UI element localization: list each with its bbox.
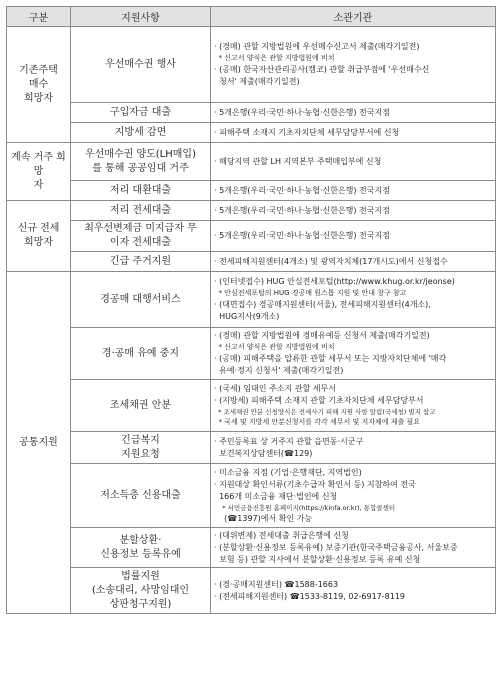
organization-line: * 서민금융진흥원 홈페이지(https://kinfa.or.kr), 통합콜센터	[214, 503, 396, 512]
organization-line: · (경·공매지원센터) ☎1588-1663	[214, 579, 339, 589]
organization-line: · (공매) 피해주택을 압류한 관할 세무서 또는 지방자치단체에 '매각	[214, 354, 447, 363]
support-item-cell: 긴급 주거지원	[71, 252, 211, 272]
category-cell: 신규 전세 희망자	[7, 201, 71, 272]
category-cell: 공통지원	[7, 272, 71, 614]
organization-line: 유예·정지 신청서' 제출(매각기일전)	[214, 366, 344, 375]
organization-line: 청서' 제출(매각기일전)	[214, 77, 300, 86]
organization-cell	[211, 181, 496, 201]
organization-cell	[211, 328, 496, 380]
support-item-cell: 구입자금 대출	[71, 103, 211, 123]
organization-line: HUG지사(9개소)	[214, 312, 280, 321]
support-item-cell: 최우선변제금 미지급자 무 이자 전세대출	[71, 221, 211, 252]
organization-cell	[211, 272, 496, 328]
organization-line: · (경매) 관할 지방법원에 경매유예등 신청서 제출(매각기일전)	[214, 331, 430, 340]
organization-cell	[211, 103, 496, 123]
organization-line: · (경매) 관할 지방법원에 우선매수신고서 제출(매각기일전)	[214, 42, 420, 51]
support-item-cell: 법률지원 (소송대리, 사망임대인 상판청구지원)	[71, 568, 211, 614]
support-item-cell: 우선매수권 행사	[71, 27, 211, 103]
organization-line: · 해당지역 관할 LH 지역본부 주택매입부에 신청	[214, 156, 382, 166]
table-row	[7, 432, 496, 464]
organization-line: (☎1397)에서 확인 가능	[214, 513, 313, 523]
support-item-cell: 저리 전세대출	[71, 201, 211, 221]
organization-line: · (인터넷접수) HUG 안심전세포털(http://www.khug.or.kr/jeonse)	[214, 277, 455, 286]
organization-line: · 피해주택 소재지 기초자치단체 세무담당부서에 신청	[214, 127, 400, 137]
organization-line: 보건복지상담센터(☎129)	[214, 448, 313, 458]
organization-line: · 미소금융 지점 (기업·은행재단, 지역법인)	[214, 467, 362, 477]
header-category: 구분	[7, 7, 71, 27]
organization-line: · (국세) 임대인 주소지 관할 세무서	[214, 384, 336, 393]
table-row	[7, 328, 496, 380]
organization-line: · 전세피해지원센터(4개소) 및 광역자치체(17개시도)에서 신청접수	[214, 256, 448, 266]
organization-cell	[211, 568, 496, 614]
organization-line: * 신고서 양식은 관할 지방법원에 비치	[214, 343, 335, 351]
organization-cell	[211, 528, 496, 568]
support-item-cell: 우선매수권 양도(LH매입) 를 통해 공공임대 거주	[71, 143, 211, 181]
support-table	[6, 6, 496, 614]
support-item-cell: 경·공매 유예 중지	[71, 328, 211, 380]
support-item-cell: 지방세 감면	[71, 123, 211, 143]
organization-line: * 신고서 양식은 관할 지방법원에 비치	[214, 54, 335, 62]
table-row	[7, 252, 496, 272]
support-item-cell: 저소득층 신용대출	[71, 464, 211, 528]
organization-cell	[211, 432, 496, 464]
support-item-cell: 분할상환· 신용정보 등록유예	[71, 528, 211, 568]
organization-line: 166개 미소금융 재단·법인에 신청	[214, 491, 338, 501]
table-row	[7, 27, 496, 103]
organization-line: * 조세채권 안분 신청양식은 전세사기 피해 지원 사항 알림(국세청) 별지 참고	[214, 408, 436, 416]
table-row	[7, 201, 496, 221]
organization-line: · 지원대상 확인서류(기초수급자 확인서 등) 지참하여 전국	[214, 479, 416, 489]
organization-line: * 국세 및 지방세 안분신청서를 각각 세무서 및 지자체에 제출 필요	[214, 418, 421, 426]
header-support: 지원사항	[71, 7, 211, 27]
organization-line: · (분할상환·신용정보 등록유예) 보증기관(한국주택금융공사, 서울보증	[214, 542, 458, 552]
table-row	[7, 380, 496, 432]
table-row	[7, 464, 496, 528]
table-body	[7, 27, 496, 614]
organization-cell	[211, 464, 496, 528]
table-row	[7, 143, 496, 181]
table-row	[7, 528, 496, 568]
table-row	[7, 103, 496, 123]
organization-line: · (대위변제) 전세대출 취급은행에 신청	[214, 530, 349, 540]
support-item-cell: 조세채권 안분	[71, 380, 211, 432]
support-item-cell: 긴급복지 지원요청	[71, 432, 211, 464]
organization-line: · 5개은행(우리·국민·하나·농협·신한은행) 전국지점	[214, 185, 390, 195]
organization-line: · 5개은행(우리·국민·하나·농협·신한은행) 전국지점	[214, 205, 390, 215]
support-item-cell: 경공매 대행서비스	[71, 272, 211, 328]
organization-line: 보험 등) 관할 지사에서 분할상환·신용정보 등록 유예 신청	[214, 554, 421, 564]
table-row	[7, 568, 496, 614]
table-row	[7, 272, 496, 328]
organization-cell	[211, 123, 496, 143]
organization-line: · (공매) 한국자산관리공사(캠코) 관할 취급부점에 '우선매수신	[214, 65, 430, 74]
organization-line: · (지방세) 피해주택 소재지 관할 기초자치단체 세무담당부서	[214, 396, 424, 405]
organization-line: * 안심전세포털의 HUG 경공매 원스톱 지원 및 안내 창구 참고	[214, 289, 407, 297]
organization-line: · 주민등록표 상 거주지 관할 읍면동·시군구	[214, 436, 364, 446]
table-row	[7, 221, 496, 252]
organization-cell	[211, 252, 496, 272]
organization-cell	[211, 143, 496, 181]
organization-line: · 5개은행(우리·국민·하나·농협·신한은행) 전국지점	[214, 231, 390, 240]
support-table-container	[6, 6, 495, 614]
table-row	[7, 123, 496, 143]
organization-line: · (대면접수) 경공매지원센터(서울), 전세피해지원센터(4개소),	[214, 300, 431, 309]
organization-line: · 5개은행(우리·국민·하나·농협·신한은행) 전국지점	[214, 107, 390, 117]
table-header-row	[7, 7, 496, 27]
organization-line: · (전세피해지원센터) ☎1533-8119, 02-6917-8119	[214, 591, 406, 601]
header-organization: 소관기관	[211, 7, 496, 27]
table-row	[7, 181, 496, 201]
organization-cell	[211, 221, 496, 252]
category-cell: 기존주택 매수 희망자	[7, 27, 71, 143]
organization-cell	[211, 380, 496, 432]
category-cell: 계속 거주 희망 자	[7, 143, 71, 201]
organization-cell	[211, 27, 496, 103]
organization-cell	[211, 201, 496, 221]
support-item-cell: 저리 대환대출	[71, 181, 211, 201]
